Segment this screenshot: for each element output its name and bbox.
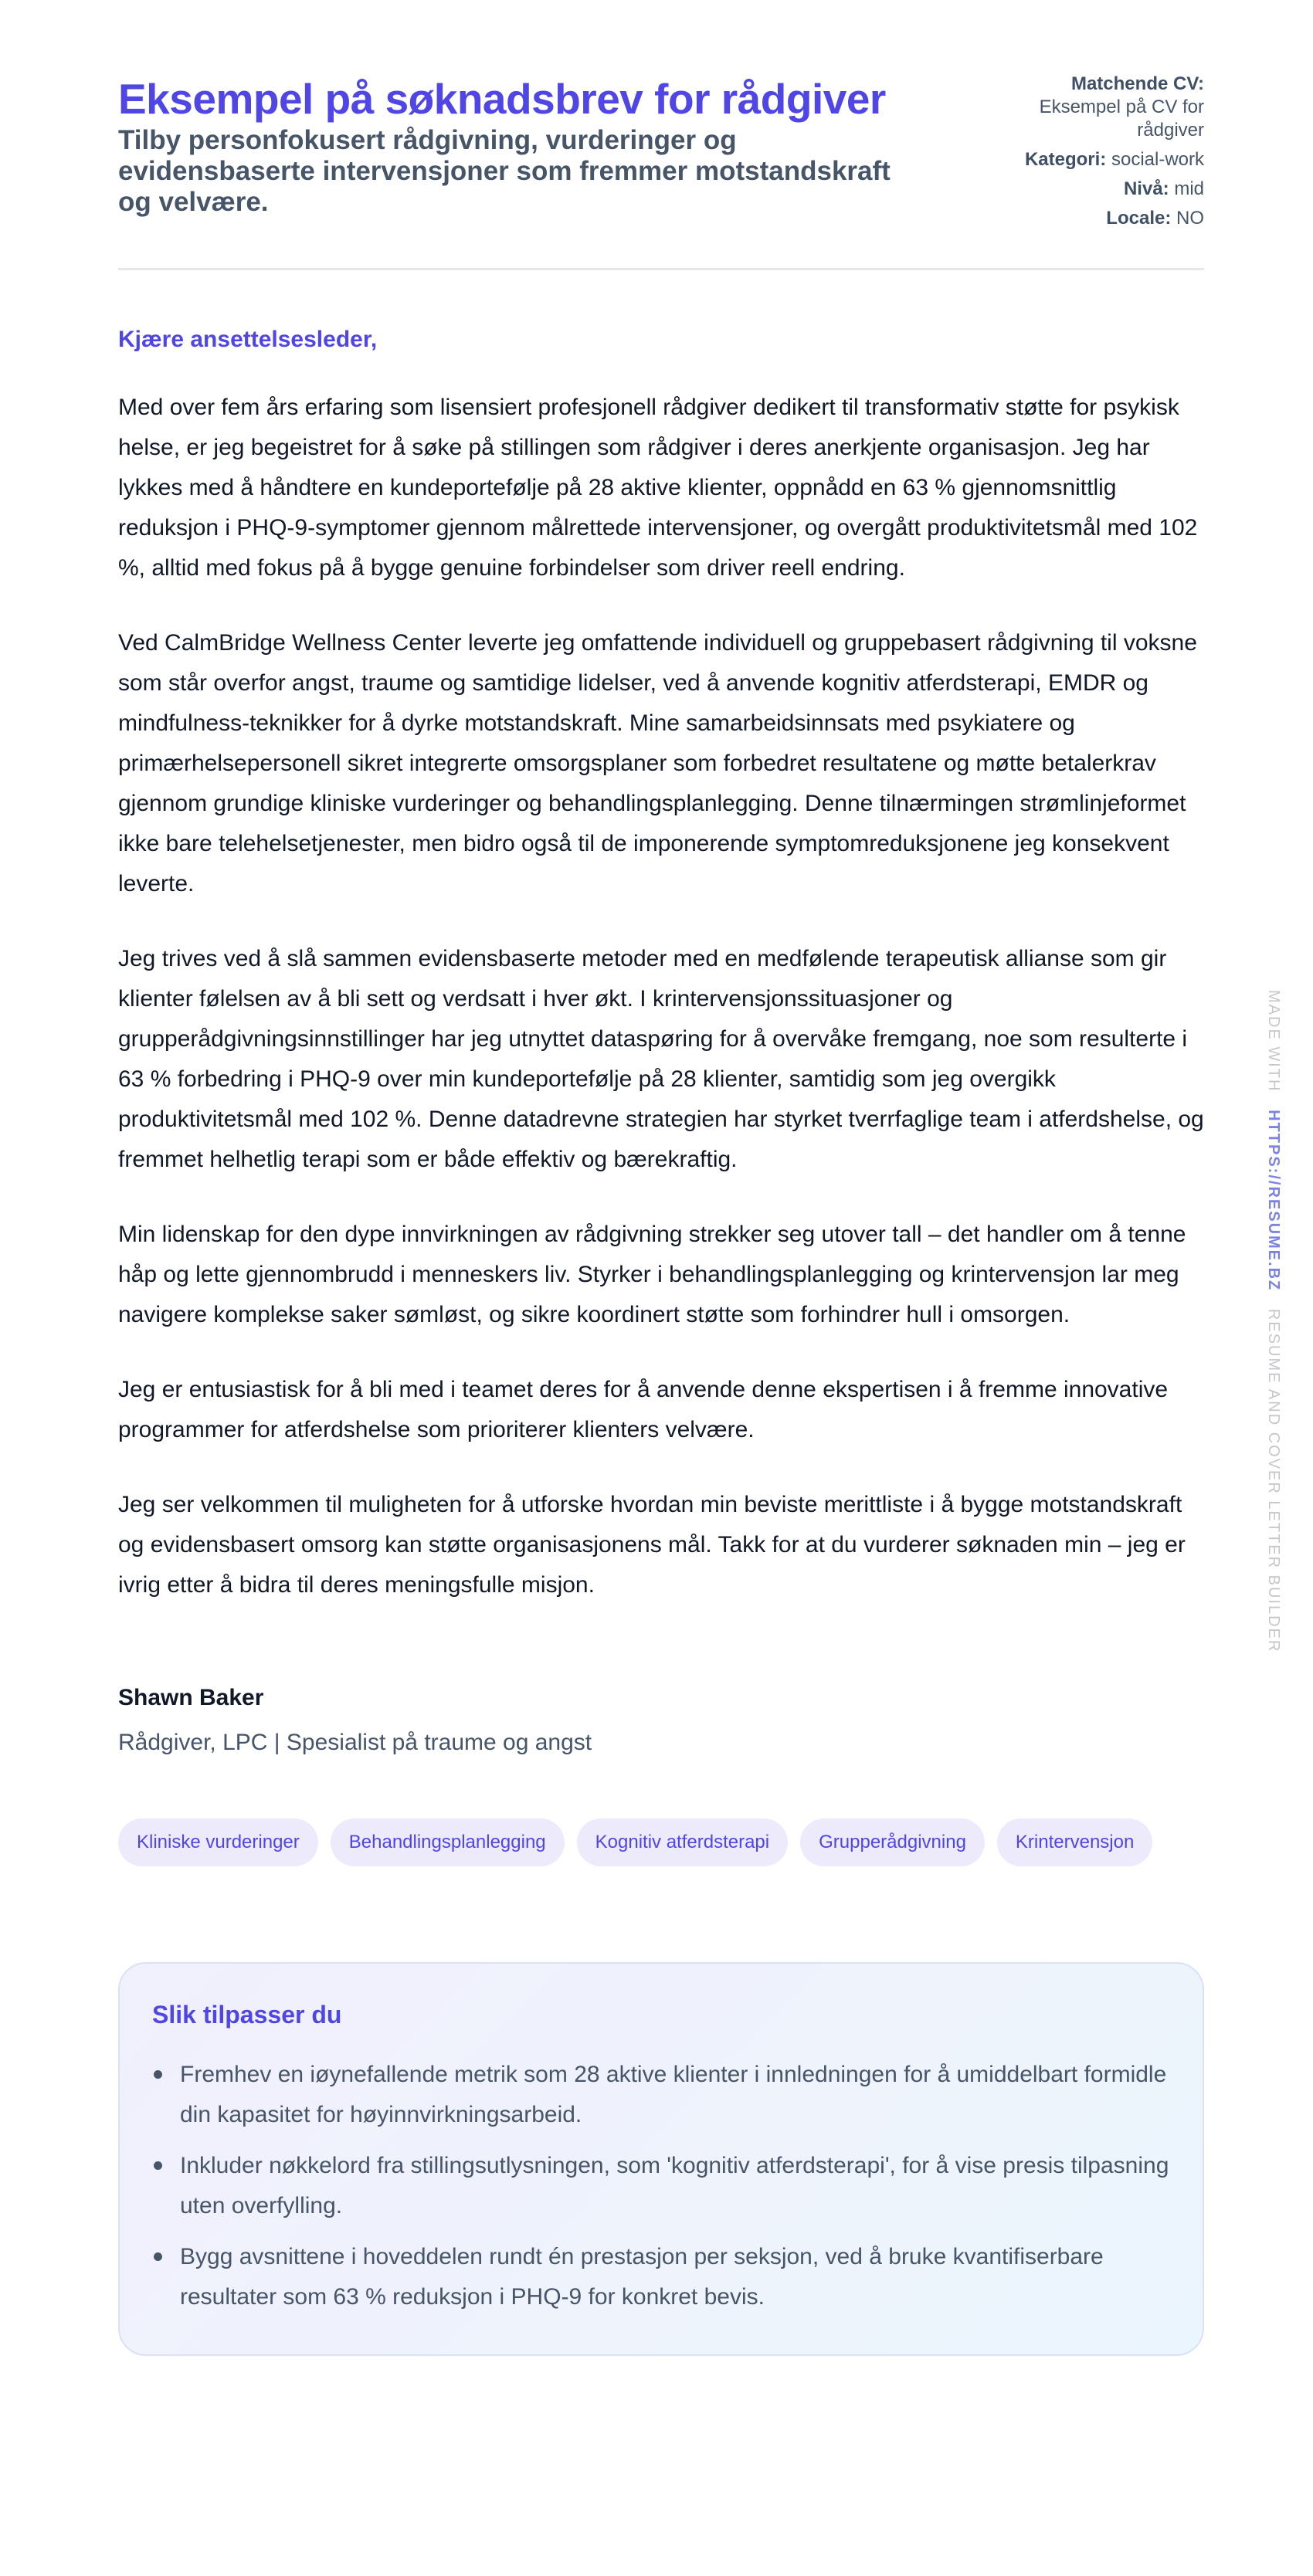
watermark-prefix: MADE WITH (1265, 990, 1282, 1093)
signature-block (118, 1683, 1204, 1758)
meta-locale (972, 207, 1204, 230)
page-subtitle: Tilby personfokusert rådgivning, vurderinger og evidensbaserte intervensjoner som fremmer motstandskraft og velvære. (118, 125, 891, 217)
letter-greeting: Kjære ansettelsesleder, (118, 327, 378, 352)
skill-tags (118, 1818, 1204, 1866)
bullet-icon (154, 2161, 162, 2170)
letter-paragraph: Min lidenskap for den dype innvirkningen av rådgivning strekker seg utover tall – det handler om å tenne håp og lette gjennombrudd i menneskers liv. Styrker i behandlingsplanlegging og krintervensjon lar meg navigere komplekse saker sømløst, og sikre koordinert støtte som forhindrer hull i omsorgen. (118, 1222, 1186, 1327)
content-column (118, 0, 1204, 2356)
meta-category-label: Kategori: (1024, 149, 1107, 170)
meta-level-label: Nivå: (1123, 178, 1169, 199)
meta-locale-value: NO (1176, 208, 1204, 229)
meta-level-value: mid (1174, 178, 1204, 199)
tips-box (118, 1962, 1204, 2356)
signature-name: Shawn Baker (118, 1685, 264, 1710)
meta-matching-cv-link[interactable]: Eksempel på CV for rådgiver (1039, 97, 1204, 141)
meta-category-value: social-work (1111, 149, 1204, 170)
letter-paragraph: Jeg er entusiastisk for å bli med i teamet deres for å anvende denne ekspertisen i å fremme innovative programmer for atferdshelse som prioriterer klienters velvære. (118, 1377, 1169, 1442)
bullet-icon (154, 2070, 162, 2079)
tips-list (152, 2055, 1170, 2317)
tips-item-text: Fremhev en iøynefallende metrik som 28 aktive klienter i innledningen for å umiddelbart formidle din kapasitet for høyinnvirkningsarbeid. (180, 2062, 1167, 2127)
letter-paragraph: Jeg trives ved å slå sammen evidensbaserte metoder med en medfølende terapeutisk allianse som gir klienter følelsen av å bli sett og verdsatt i hver økt. I krintervensjonssituasjoner og grupperådgivningsinnstillinger har jeg utnyttet dataspøring for å overvåke fremgang, noe som resulterte i 63 % forbedring i PHQ-9 over min kundeportefølje på 28 klienter, samtidig som jeg overgikk produktivitetsmål med 102 %. Denne datadrevne strategien har styrket tverrfaglige team i atferdshelse, og fremmet helhetlig terapi som er både effektiv og bærekraftig. (118, 946, 1204, 1172)
meta-locale-label: Locale: (1106, 208, 1172, 229)
tips-item-text: Bygg avsnittene i hoveddelen rundt én prestasjon per seksjon, ved å bruke kvantifiserbare resultater som 63 % reduksjon i PHQ-9 for konkret bevis. (180, 2244, 1104, 2310)
meta-panel (972, 73, 1204, 236)
skill-tag[interactable]: Grupperådgivning (800, 1818, 985, 1866)
skill-tag[interactable]: Krintervensjon (997, 1818, 1152, 1866)
tips-item (152, 2146, 1170, 2226)
watermark-suffix: RESUME AND COVER LETTER BUILDER (1265, 1308, 1282, 1653)
letter-paragraph: Ved CalmBridge Wellness Center leverte jeg omfattende individuell og gruppebasert rådgivning til voksne som står overfor angst, traume og samtidige lidelser, ved å anvende kognitiv atferdsterapi, EMDR og mindfulness-teknikker for å dyrke motstandskraft. Mine samarbeidsinnsats med psykiatere og primærhelsepersonell sikret integrerte omsorgsplaner som forbedret resultatene og møtte betalerkrav gjennom grundige kliniske vurderinger og behandlingsplanlegging. Denne tilnærmingen strømlinjeformet ikke bare telehelsetjenester, men bidro også til de imponerende symptomreduksjonene jeg konsekvent leverte. (118, 630, 1197, 897)
letter-paragraph: Jeg ser velkommen til muligheten for å utforske hvordan min beviste merittliste i å bygge motstandskraft og evidensbasert omsorg kan støtte organisasjonens mål. Takk for at du vurderer søknaden min – jeg er ivrig etter å bidra til deres meningsfulle misjon. (118, 1492, 1186, 1598)
meta-level (972, 178, 1204, 201)
letter-paragraph: Med over fem års erfaring som lisensiert profesjonell rådgiver dedikert til transformativ støtte for psykisk helse, er jeg begeistret for å søke på stillingen som rådgiver i deres anerkjente organisasjon. Jeg har lykkes med å håndtere en kundeportefølje på 28 aktive klienter, oppnådd en 63 % gjennomsnittlig reduksjon i PHQ-9-symptomer gjennom målrettede intervensjoner, og overgått produktivitetsmål med 102 %, alltid med fokus på å bygge genuine forbindelser som driver reell endring. (118, 395, 1198, 581)
tips-title: Slik tilpasser du (152, 2001, 342, 2029)
meta-category (972, 148, 1204, 171)
skill-tag[interactable]: Kliniske vurderinger (118, 1818, 318, 1866)
letter-body (118, 324, 1204, 1758)
meta-matching-cv-label: Matchende CV: (1070, 73, 1204, 94)
meta-matching-cv (972, 73, 1204, 142)
watermark-link[interactable]: HTTPS://RESUME.BZ (1265, 1110, 1282, 1292)
skill-tag[interactable]: Kognitiv atferdsterapi (577, 1818, 788, 1866)
skill-tag[interactable]: Behandlingsplanlegging (331, 1818, 565, 1866)
signature-title: Rådgiver, LPC | Spesialist på traume og angst (118, 1730, 592, 1755)
page-header (118, 0, 1204, 270)
tips-item (152, 2237, 1170, 2317)
vertical-watermark (1264, 990, 1283, 1652)
tips-item (152, 2055, 1170, 2135)
bullet-icon (154, 2252, 162, 2261)
tips-item-text: Inkluder nøkkelord fra stillingsutlysningen, som 'kognitiv atferdsterapi', for å vise presis tilpasning uten overfylling. (180, 2153, 1169, 2218)
page-title: Eksempel på søknadsbrev for rådgiver (118, 75, 886, 123)
